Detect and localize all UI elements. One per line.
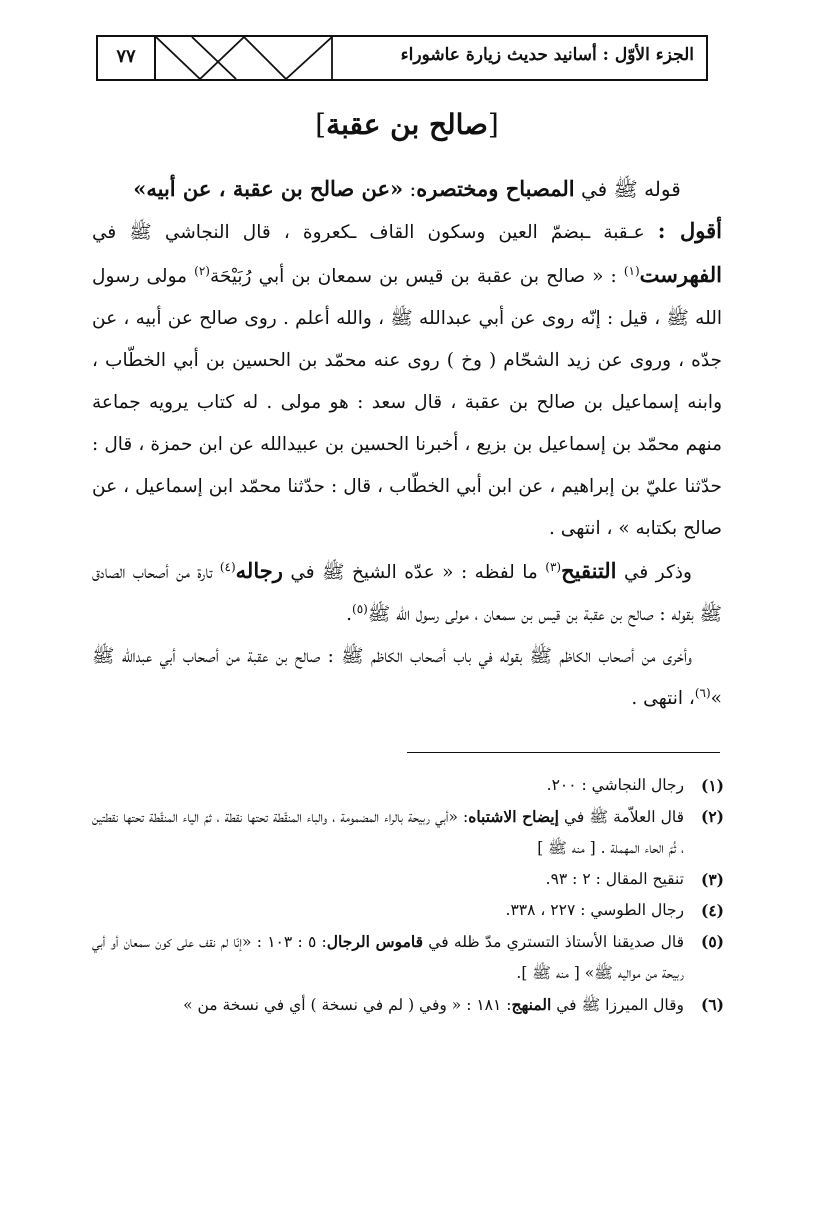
footnote-ref: (٤) [219, 559, 236, 574]
book-name: رجاله [235, 558, 283, 583]
text-run: : صالح بن عقبة من أصحاب أبي عبدالله [121, 646, 334, 667]
text-run: ما لفظه : « عدّه الشيخ [351, 562, 538, 583]
text-run: . [346, 604, 353, 625]
footnote [92, 989, 724, 1021]
footnote [92, 801, 724, 864]
footnote-ref: (١) [623, 263, 640, 278]
ornament-line [244, 37, 286, 79]
footnote-ref: (٥) [352, 601, 368, 616]
honorific-glyph: ﷺ [390, 308, 413, 329]
footnote-pre: قال العلاّمة ﷺ في [563, 808, 684, 826]
footnote [92, 895, 724, 926]
footnote-text: تنقيح المقال : ٢ : ٩٣. [545, 870, 684, 888]
honorific-glyph: ﷺ [322, 562, 345, 583]
book-name: المنهج [511, 995, 552, 1014]
paragraph-3 [92, 636, 722, 720]
footnote-number: (١) [700, 776, 724, 795]
footnote-ref: (٦) [694, 685, 711, 700]
intro-mid: في [580, 177, 608, 201]
footnote-text: رجال الطوسي : ٢٢٧ ، ٣٣٨. [505, 901, 684, 919]
text-run: مولى رسول الله [92, 266, 722, 329]
footnotes [92, 770, 724, 1021]
text-run: ، قيل : إنّه روى عن أبي عبدالله [419, 308, 661, 329]
intro-colon: : [409, 177, 417, 201]
footnote-ref: (٢) [194, 263, 210, 278]
footnote-number: (٥) [700, 932, 724, 951]
title-text: صالح بن عقبة [326, 108, 488, 141]
footnote [92, 770, 724, 801]
footnote-number: (٤) [700, 901, 724, 920]
intro-pre: قوله [644, 177, 681, 201]
lead-word: أقول : [657, 218, 722, 243]
section-title [0, 108, 814, 141]
book-name: التنقيح [561, 558, 617, 583]
text-run: عـقبة ـبضمّ العين وسكون القاف ـكعروة ، قال النجاشي [164, 222, 645, 243]
paragraph-1 [92, 210, 722, 550]
ornament-line [286, 37, 332, 79]
book-name: قاموس الرجال [326, 932, 424, 951]
text-run: ، انتهى . [631, 688, 695, 709]
footnote [92, 864, 724, 895]
honorific-glyph: ﷺ [529, 646, 553, 667]
honorific-glyph: ﷺ [367, 604, 391, 625]
honorific-glyph: ﷺ [341, 646, 364, 667]
footnote-pre: وقال الميرزا ﷺ في [556, 996, 684, 1014]
text-run: » [710, 688, 722, 709]
text-run: بقوله في باب أصحاب الكاظم [371, 646, 523, 667]
paragraph-2 [92, 550, 722, 636]
intro-quote: «عن صالح بن عقبة ، عن أبيه» [133, 176, 404, 201]
honorific-glyph: ﷺ [92, 646, 115, 667]
footnote-text [92, 926, 684, 989]
book-name: إيضاح الاشتباه [468, 807, 559, 826]
text-run: بقوله : صالح بن عقبة بن قيس بن سمعان ، مولى رسول الله [396, 604, 694, 625]
footnote-body: : «أبي ربيحة بالراء المضمومة ، والباء المنقّطة تحتها نقطة ، ثمّ الياء المنقّطة تحتها نقطتين ، ثُمّ الحاء المهملة . [ منه ﷺ ] [92, 808, 684, 857]
ornament-line [156, 37, 200, 79]
text-run: : « صالح بن عقبة بن قيس بن سمعان بن أبي رُبَيْحَة [209, 266, 617, 287]
header-ornament [156, 37, 346, 79]
footnote-body: : ١٨١ : « وفي ( لم في نسخة ) أي في نسخة من » [183, 996, 512, 1014]
footnote-number: (٦) [700, 995, 724, 1014]
title-bracket-close: ] [315, 108, 327, 141]
honorific-glyph: ﷺ [699, 604, 722, 625]
ornament-line [192, 37, 236, 79]
text-run: في [290, 562, 315, 583]
footnote-number: (٣) [700, 870, 724, 889]
footnote-text [92, 989, 684, 1021]
footnote-separator [407, 752, 720, 753]
footnote-body: : ٥ : ١٠٣ : «إنّا لم نقف على كون سمعان أو أبي ربيحة من مواليه ﷺ» [ منه ﷺ ]. [92, 933, 684, 982]
text-run: ، والله أعلم . روى صالح عن أبيه ، عن جدّه ، وروى عن زيد الشحّام ( وخ ) روى عنه محمّد بن الحسين بن أبي الخطّاب ، وابنه إسماعيل بن صالح بن عقبة ، قال سعد : هو مولى . له كتاب يرويه جماعة منهم محمّد بن إسماعيل بن بزيع ، أخبرنا الحسين بن عبيدالله عن ابن حمزة ، قال : حدّثنا عليّ بن إبراهيم ، عن ابن أبي الخطّاب ، قال : حدّثنا محمّد ابن إسماعيل ، عن صالح بكتابه » ، انتهى . [92, 308, 722, 539]
ornament-line [200, 37, 244, 79]
header-title: الجزء الأوّل : أسانيد حديث زيارة عاشوراء [400, 45, 694, 65]
footnote-number: (٢) [700, 807, 724, 826]
footnote [92, 926, 724, 989]
footnote-text [92, 801, 684, 864]
main-text [92, 168, 722, 720]
book-name: المصباح ومختصره [416, 176, 575, 201]
honorific-glyph: ﷺ [129, 222, 152, 243]
footnote-text: رجال النجاشي : ٢٠٠. [546, 776, 684, 794]
text-run: وذكر في [624, 562, 692, 583]
intro-line [92, 168, 722, 210]
book-name: الفهرست [639, 262, 723, 287]
honorific-glyph: ﷺ [613, 177, 638, 201]
footnote-ref: (٣) [545, 559, 562, 574]
text-run: وأخرى من أصحاب الكاظم [559, 646, 692, 667]
page-number: ٧٧ [98, 37, 156, 79]
text-run: في [92, 222, 117, 243]
running-header [96, 35, 708, 81]
title-bracket-open: [ [487, 108, 499, 141]
footnote-pre: قال صديقنا الأستاذ التستري مدّ ظله في [428, 933, 684, 951]
text-run: تارة من أصحاب الصادق [92, 562, 213, 583]
honorific-glyph: ﷺ [666, 308, 689, 329]
